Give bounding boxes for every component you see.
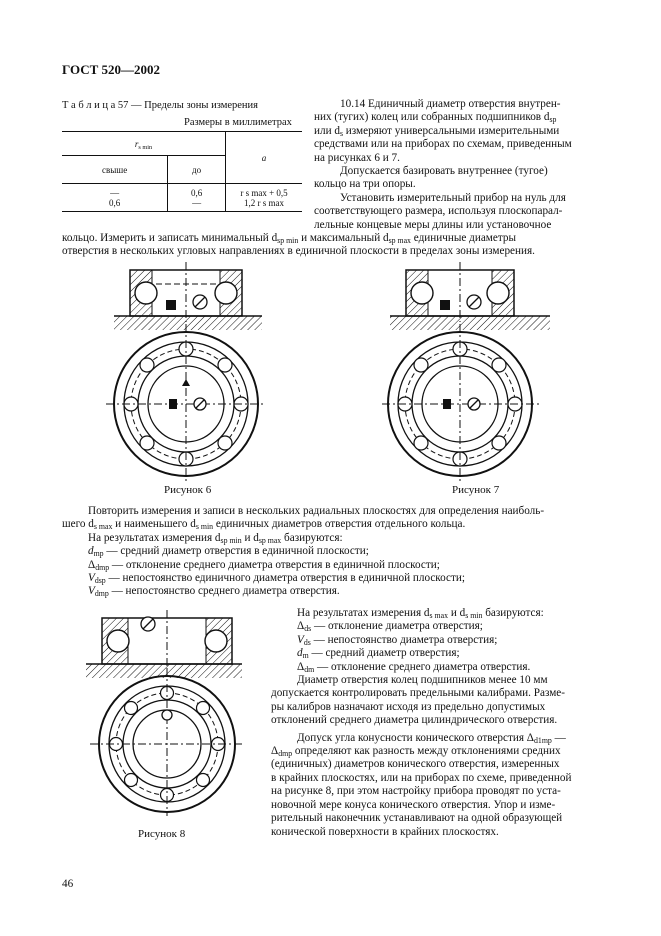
paragraph-results2: На результатах измерения $d_{s max}$ и $d_{s min}$ базируются: $\Delta_{ds}$ — отклонение диаметра отверстия; $V_{ds}$ — непостоянство диаметра отверстия; $d_m$ — средний диаметр отверстия; $\Delta_{dm}$ — отклонение среднего диаметра отверстия. Диаметр отверстия колец подшипников менее 10 мм допускается контролировать предельными калибрами. Разме- ры калибров назначают исходя из предельно допустимых отклонений среднего диаметра цилиндрического отверстия. Допуск угла конусности конического отверстия $\Delta_{d1mp}$ — $\Delta_{dmp}$ определяют как разность между отклонениями средних (единичных) диаметров конического отверстия, измеренных в крайних плоскостях, или на приборах по схеме, приведенной на рисунке 8, при этом настройку прибора проводят по уста- новочной мере конуса конического отверстия. Упор и изме- рительный наконечник устанавливают на одной образующей конической поверхности в крайних плоскостях. (271, 607, 601, 839)
figure-6-caption: Рисунок 6 (164, 484, 212, 496)
table-header-over: свыше (62, 156, 168, 184)
table-header-rsmin: $r_{s min}$ (62, 132, 226, 156)
figure-6 (96, 262, 276, 502)
def-item: $V_{ds}$ — непостоянство диаметра отверстия; (297, 633, 498, 647)
figure-7 (382, 262, 562, 502)
document-header: ГОСТ 520—2002 (62, 62, 161, 77)
paragraph-10-14: 10.14 Единичный диаметр отверстия внутрен- них (тугих) колец или собранных подшипников $d_{sp}$ или $d_s$ измеряют универсальными измерительными средствами или на приборах по схемам, приведенным на рисунках 6 и 7. Допускается базировать внутреннее (тугое) кольцо на три опоры. Установить измерительный прибор на нуль для соответствующего размера, используя плоскопарал- лельные концевые меры длины или установочное (314, 98, 572, 231)
def-item: $V_{dsp}$ — непостоянство единичного диаметра отверстия в единичной плоскости; (88, 572, 465, 586)
page-number: 46 (62, 878, 74, 890)
def-item: $\Delta_{dm}$ — отклонение среднего диаметра отверстия. (297, 660, 531, 674)
table-caption: Т а б л и ц а 57 — Пределы зоны измерения (62, 100, 258, 111)
paragraph-install-cont: кольцо. Измерить и записать минимальный $d_{sp min}$ и максимальный $d_{sp max}$ единичные диаметры отверстия в нескольких угловых направлениях в единичной плоскости в пределах зоны измерения. (62, 232, 535, 258)
table-cell-a: r s max + 0,5 1,2 r s max (226, 184, 303, 212)
def-item: $\Delta_{dmp}$ — отклонение среднего диаметра отверстия в единичной плоскости; (88, 558, 440, 572)
table-57 (62, 131, 302, 212)
paragraph-repeat: Повторить измерения и записи в нескольких радиальных плоскостях для определения наиболь- шего $d_{s max}$ и наименьшего $d_{s min}$ единичных диаметров отверстия отдельного кольца. На результатах измерения $d_{sp min}$ и $d_{sp max}$ базируются: $d_{mp}$ — средний диаметр отверстия в единичной плоскости; $\Delta_{dmp}$ — отклонение среднего диаметра отверстия в единичной плоскости; $V_{dsp}$ — непостоянство единичного диаметра отверстия в единичной плоскости; $V_{dmp}$ — непостоянство среднего диаметра отверстия. (62, 505, 602, 599)
table-cell-to: 0,6 — (168, 184, 226, 212)
figure-8-caption: Рисунок 8 (138, 828, 186, 840)
table-units: Размеры в миллиметрах (184, 117, 292, 128)
figure-7-caption: Рисунок 7 (452, 484, 500, 496)
def-item: $d_{mp}$ — средний диаметр отверстия в единичной плоскости; (88, 545, 369, 559)
table-header-to: до (168, 156, 226, 184)
def-item: $V_{dmp}$ — непостоянство среднего диаметра отверстия. (88, 585, 340, 599)
figure-8 (82, 610, 262, 820)
def-item: $\Delta_{ds}$ — отклонение диаметра отверстия; (297, 620, 483, 634)
table-header-a: a (226, 132, 303, 184)
def-item: $d_m$ — средний диаметр отверстия; (297, 647, 460, 661)
table-cell-over: — 0,6 (62, 184, 168, 212)
